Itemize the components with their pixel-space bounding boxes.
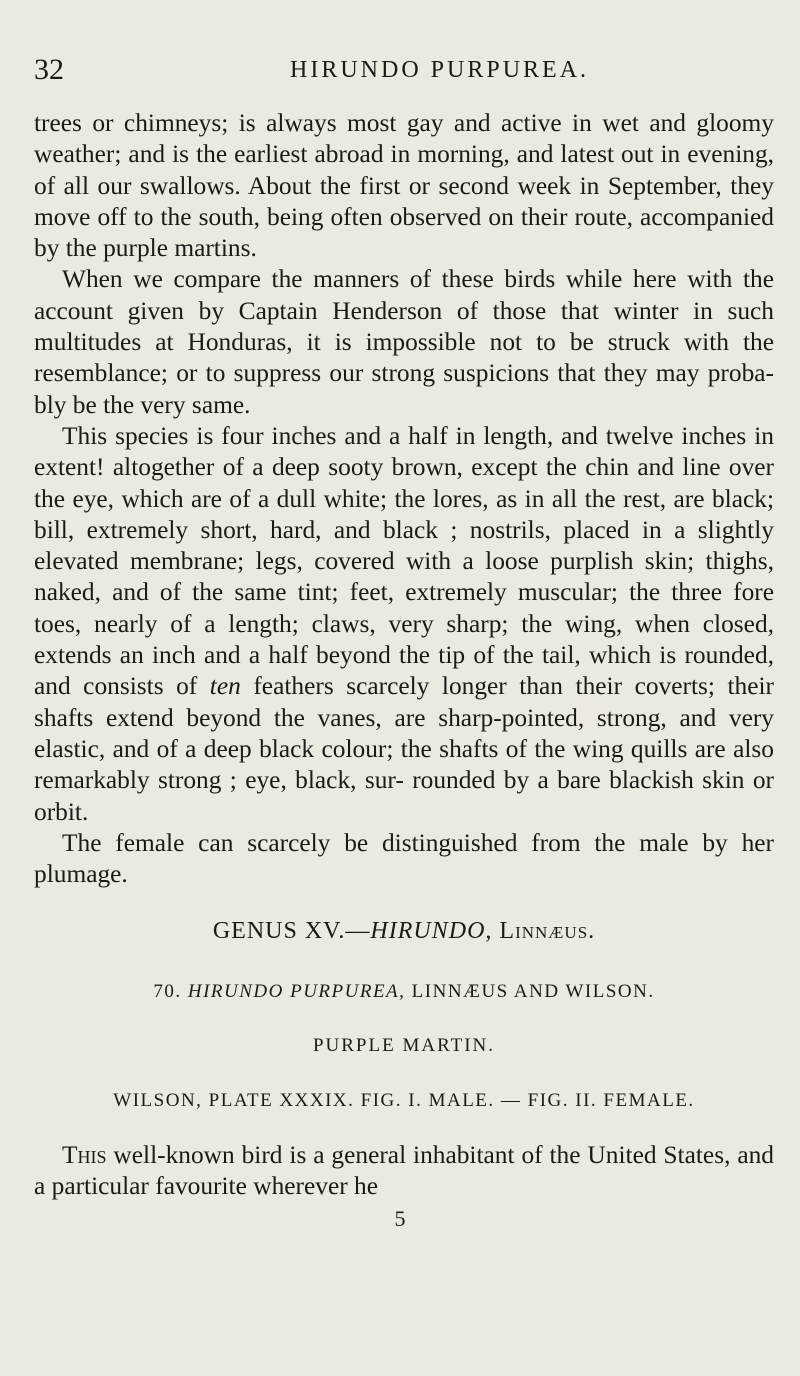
species-name: HIRUNDO PURPUREA, bbox=[187, 981, 406, 1002]
description-italic-word: ten bbox=[209, 672, 241, 701]
page-number: 32 bbox=[34, 53, 64, 86]
plate-reference: WILSON, PLATE XXXIX. FIG. I. MALE. — FIG. II. FEMALE. bbox=[113, 1090, 695, 1111]
final-text bbox=[34, 1140, 774, 1203]
genus-name: HIRUNDO, bbox=[370, 918, 493, 944]
running-title: HIRUNDO PURPUREA. bbox=[290, 57, 590, 83]
paragraph-continuation: trees or chimneys; is always most gay and active in wet and gloomy weather; and is the earliest abroad in morning, and latest out in evening, of all our swallows. About the first or second week in September, they move off to the south, being often observed on their route, accompanied by the purple martins. bbox=[34, 109, 774, 263]
genus-authority: Linnæus. bbox=[499, 918, 596, 944]
body-text bbox=[34, 108, 774, 890]
common-name-heading: PURPLE MARTIN. bbox=[312, 1035, 496, 1056]
species-heading bbox=[34, 978, 774, 1006]
final-paragraph-rest: well-known bird is a general inhabitant of the United States, and a particular favourite wherever he bbox=[34, 1141, 774, 1201]
genus-heading bbox=[34, 915, 774, 947]
paragraph-henderson-comparison: When we compare the manners of these birds while here with the account given by Captain Henderson of those that winter in such multitudes at Honduras, it is impossible not to be struck with the resemblance; or to suppress our strong suspicions that they may proba- bly be the very same. bbox=[34, 265, 774, 419]
paragraph-female-plumage: The female can scarcely be distinguished from the male by her plumage. bbox=[34, 828, 774, 889]
paragraph-purple-martin-intro bbox=[34, 1140, 774, 1203]
drop-word: This bbox=[62, 1141, 107, 1169]
species-authority: LINNÆUS AND WILSON. bbox=[411, 981, 655, 1002]
genus-prefix: GENUS XV.— bbox=[212, 918, 371, 944]
description-part-1: This species is four inches and a half in length, and twelve inches in extent! altogether of a deep sooty brown, except the chin and line over the eye, which are of a dull white; the lores, as in all the rest, are black; bill, extremely short, hard, and black ; nostrils, placed in a slightly elevated membrane; legs, covered with a loose purplish skin; thighs, naked, and of the same tint; feet, extremely muscular; the three fore toes, nearly of a length; claws, very sharp; the wing, when closed, extends an inch and a half beyond the tip of the tail, which is rounded, and consists of bbox=[34, 421, 774, 701]
species-number: 70. bbox=[153, 981, 182, 1002]
description-part-2: feathers scarcely longer than their coverts; their shafts extend beyond the vanes, are sharp-pointed, strong, and very elastic, and of a deep black colour; the shafts of the wing quills are also remarkably strong ; eye, black, sur- rounded by a bare blackish skin or orbit. bbox=[34, 672, 774, 826]
paragraph-species-description bbox=[34, 421, 774, 828]
running-head bbox=[34, 50, 774, 90]
signature-mark: 5 bbox=[394, 1206, 406, 1231]
